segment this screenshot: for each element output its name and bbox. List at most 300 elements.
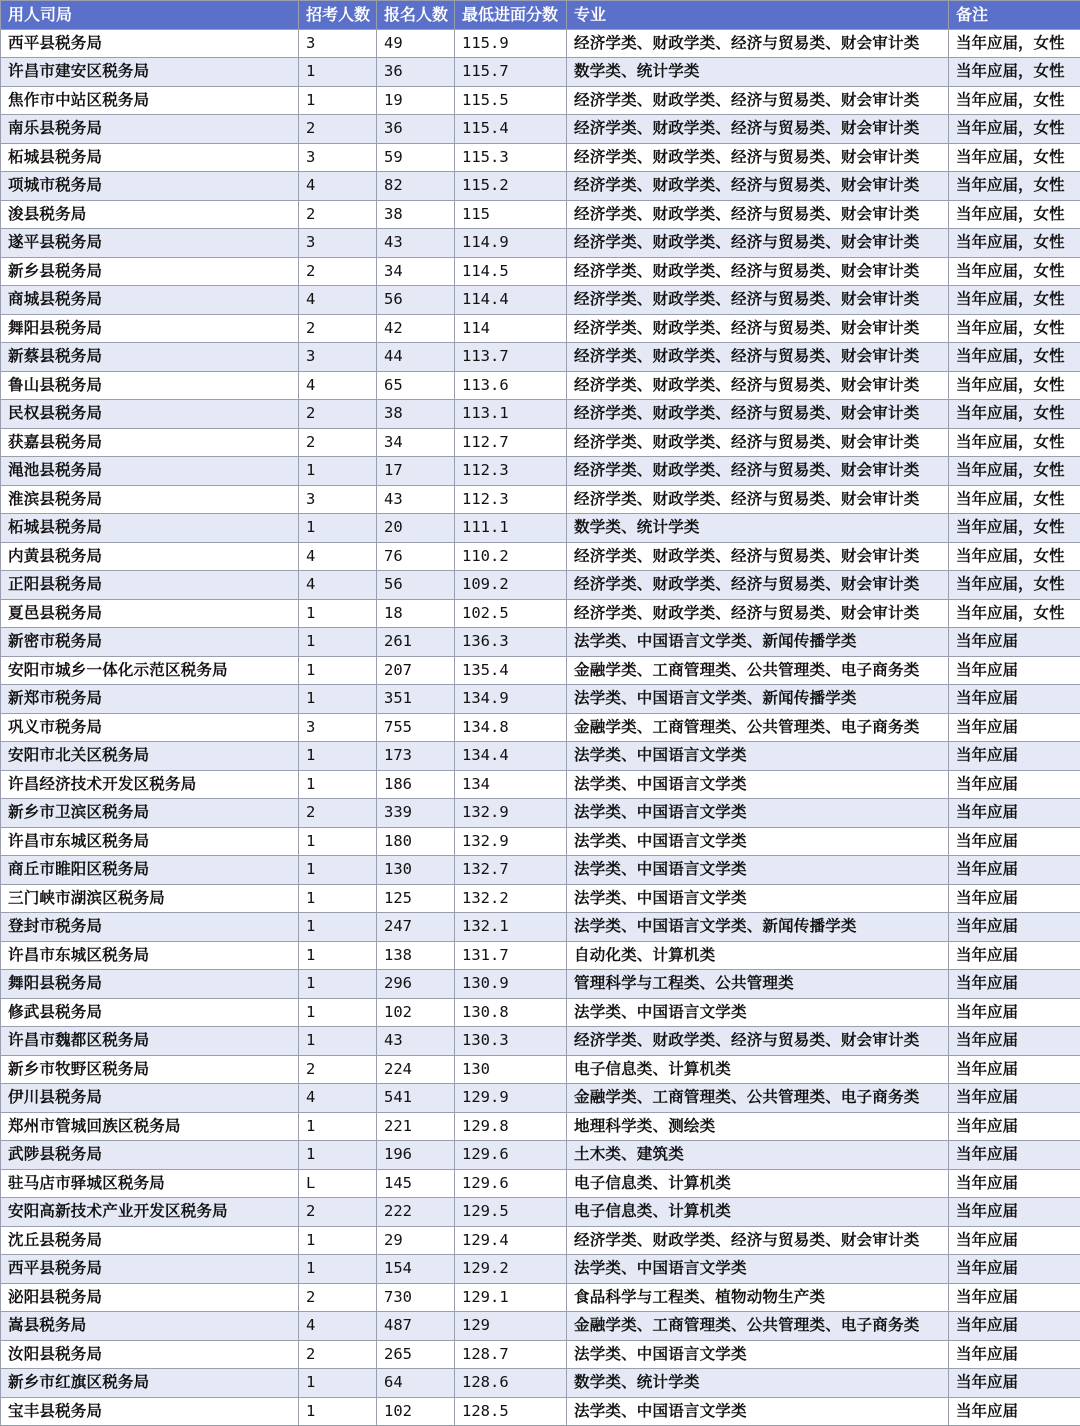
cell-bureau: 商丘市睢阳区税务局 bbox=[1, 856, 299, 885]
table-row bbox=[1, 913, 1080, 942]
cell-min-score: 115.3 bbox=[455, 143, 567, 172]
cell-recruit-count: 4 bbox=[299, 1312, 377, 1341]
cell-major: 法学类、中国语言文学类 bbox=[567, 827, 949, 856]
cell-applicant-count: 102 bbox=[377, 1397, 455, 1426]
cell-recruit-count: 1 bbox=[299, 941, 377, 970]
table-row bbox=[1, 941, 1080, 970]
cell-remark: 当年应届 bbox=[949, 1312, 1080, 1341]
cell-applicant-count: 261 bbox=[377, 628, 455, 657]
cell-recruit-count: 4 bbox=[299, 1084, 377, 1113]
cell-recruit-count: 1 bbox=[299, 1112, 377, 1141]
cell-min-score: 130 bbox=[455, 1055, 567, 1084]
table-row bbox=[1, 742, 1080, 771]
cell-min-score: 134.4 bbox=[455, 742, 567, 771]
cell-bureau: 新密市税务局 bbox=[1, 628, 299, 657]
cell-bureau: 舞阳县税务局 bbox=[1, 314, 299, 343]
table-body bbox=[1, 29, 1080, 1426]
table-row bbox=[1, 514, 1080, 543]
cell-min-score: 134.8 bbox=[455, 713, 567, 742]
table-header bbox=[1, 1, 1080, 30]
cell-min-score: 102.5 bbox=[455, 599, 567, 628]
cell-applicant-count: 186 bbox=[377, 770, 455, 799]
cell-recruit-count: 4 bbox=[299, 371, 377, 400]
cell-min-score: 112.3 bbox=[455, 485, 567, 514]
cell-applicant-count: 18 bbox=[377, 599, 455, 628]
cell-major: 经济学类、财政学类、经济与贸易类、财会审计类 bbox=[567, 1027, 949, 1056]
cell-remark: 当年应届 bbox=[949, 1397, 1080, 1426]
cell-applicant-count: 82 bbox=[377, 172, 455, 201]
cell-major: 法学类、中国语言文学类 bbox=[567, 742, 949, 771]
cell-bureau: 泌阳县税务局 bbox=[1, 1283, 299, 1312]
cell-bureau: 获嘉县税务局 bbox=[1, 428, 299, 457]
cell-bureau: 浚县税务局 bbox=[1, 200, 299, 229]
cell-major: 经济学类、财政学类、经济与贸易类、财会审计类 bbox=[567, 257, 949, 286]
cell-min-score: 115.7 bbox=[455, 58, 567, 87]
cell-applicant-count: 76 bbox=[377, 542, 455, 571]
table-row bbox=[1, 1255, 1080, 1284]
cell-remark: 当年应届 bbox=[949, 1283, 1080, 1312]
table-row bbox=[1, 713, 1080, 742]
cell-recruit-count: 1 bbox=[299, 1255, 377, 1284]
cell-applicant-count: 65 bbox=[377, 371, 455, 400]
table-row bbox=[1, 400, 1080, 429]
cell-remark: 当年应届，女性 bbox=[949, 143, 1080, 172]
cell-bureau: 西平县税务局 bbox=[1, 29, 299, 58]
cell-recruit-count: 1 bbox=[299, 970, 377, 999]
cell-applicant-count: 34 bbox=[377, 257, 455, 286]
cell-applicant-count: 221 bbox=[377, 1112, 455, 1141]
table-row bbox=[1, 998, 1080, 1027]
cell-applicant-count: 138 bbox=[377, 941, 455, 970]
table-row bbox=[1, 29, 1080, 58]
cell-remark: 当年应届，女性 bbox=[949, 542, 1080, 571]
cell-remark: 当年应届，女性 bbox=[949, 229, 1080, 258]
cell-bureau: 新乡县税务局 bbox=[1, 257, 299, 286]
cell-applicant-count: 38 bbox=[377, 200, 455, 229]
cell-min-score: 132.2 bbox=[455, 884, 567, 913]
cell-bureau: 沈丘县税务局 bbox=[1, 1226, 299, 1255]
table-row bbox=[1, 571, 1080, 600]
cell-min-score: 129.8 bbox=[455, 1112, 567, 1141]
cell-min-score: 111.1 bbox=[455, 514, 567, 543]
cell-recruit-count: 2 bbox=[299, 1198, 377, 1227]
cell-major: 电子信息类、计算机类 bbox=[567, 1198, 949, 1227]
cell-major: 经济学类、财政学类、经济与贸易类、财会审计类 bbox=[567, 286, 949, 315]
table-row bbox=[1, 1198, 1080, 1227]
cell-min-score: 115.5 bbox=[455, 86, 567, 115]
cell-applicant-count: 222 bbox=[377, 1198, 455, 1227]
cell-major: 法学类、中国语言文学类 bbox=[567, 1255, 949, 1284]
table-row bbox=[1, 115, 1080, 144]
cell-applicant-count: 102 bbox=[377, 998, 455, 1027]
cell-recruit-count: 1 bbox=[299, 1141, 377, 1170]
cell-remark: 当年应届 bbox=[949, 998, 1080, 1027]
cell-major: 电子信息类、计算机类 bbox=[567, 1169, 949, 1198]
table-row bbox=[1, 542, 1080, 571]
cell-applicant-count: 265 bbox=[377, 1340, 455, 1369]
cell-min-score: 132.1 bbox=[455, 913, 567, 942]
cell-min-score: 128.6 bbox=[455, 1369, 567, 1398]
cell-bureau: 许昌市魏都区税务局 bbox=[1, 1027, 299, 1056]
cell-recruit-count: 4 bbox=[299, 286, 377, 315]
table-row bbox=[1, 172, 1080, 201]
cell-min-score: 130.3 bbox=[455, 1027, 567, 1056]
cell-min-score: 110.2 bbox=[455, 542, 567, 571]
cell-bureau: 夏邑县税务局 bbox=[1, 599, 299, 628]
cell-major: 经济学类、财政学类、经济与贸易类、财会审计类 bbox=[567, 485, 949, 514]
cell-applicant-count: 59 bbox=[377, 143, 455, 172]
cell-major: 经济学类、财政学类、经济与贸易类、财会审计类 bbox=[567, 542, 949, 571]
table-row bbox=[1, 1340, 1080, 1369]
cell-remark: 当年应届，女性 bbox=[949, 457, 1080, 486]
cell-major: 经济学类、财政学类、经济与贸易类、财会审计类 bbox=[567, 143, 949, 172]
cell-min-score: 132.7 bbox=[455, 856, 567, 885]
cell-bureau: 焦作市中站区税务局 bbox=[1, 86, 299, 115]
table-row bbox=[1, 371, 1080, 400]
cell-remark: 当年应届，女性 bbox=[949, 115, 1080, 144]
cell-recruit-count: 1 bbox=[299, 770, 377, 799]
cell-major: 经济学类、财政学类、经济与贸易类、财会审计类 bbox=[567, 1226, 949, 1255]
cell-recruit-count: 4 bbox=[299, 542, 377, 571]
cell-applicant-count: 36 bbox=[377, 58, 455, 87]
cell-major: 经济学类、财政学类、经济与贸易类、财会审计类 bbox=[567, 571, 949, 600]
cell-major: 土木类、建筑类 bbox=[567, 1141, 949, 1170]
cell-remark: 当年应届，女性 bbox=[949, 29, 1080, 58]
cell-min-score: 129.4 bbox=[455, 1226, 567, 1255]
cell-bureau: 驻马店市驿城区税务局 bbox=[1, 1169, 299, 1198]
cell-major: 经济学类、财政学类、经济与贸易类、财会审计类 bbox=[567, 428, 949, 457]
cell-remark: 当年应届 bbox=[949, 1226, 1080, 1255]
cell-major: 经济学类、财政学类、经济与贸易类、财会审计类 bbox=[567, 371, 949, 400]
cell-applicant-count: 19 bbox=[377, 86, 455, 115]
table-row bbox=[1, 143, 1080, 172]
table-row bbox=[1, 200, 1080, 229]
table-row bbox=[1, 1369, 1080, 1398]
cell-recruit-count: 3 bbox=[299, 229, 377, 258]
cell-recruit-count: 4 bbox=[299, 172, 377, 201]
cell-recruit-count: 1 bbox=[299, 685, 377, 714]
cell-remark: 当年应届，女性 bbox=[949, 571, 1080, 600]
cell-bureau: 修武县税务局 bbox=[1, 998, 299, 1027]
header-bureau: 用人司局 bbox=[1, 1, 299, 30]
table-row bbox=[1, 827, 1080, 856]
cell-min-score: 129 bbox=[455, 1312, 567, 1341]
cell-recruit-count: L bbox=[299, 1169, 377, 1198]
cell-min-score: 134.9 bbox=[455, 685, 567, 714]
cell-remark: 当年应届，女性 bbox=[949, 343, 1080, 372]
cell-recruit-count: 3 bbox=[299, 713, 377, 742]
cell-major: 法学类、中国语言文学类 bbox=[567, 1340, 949, 1369]
cell-bureau: 项城市税务局 bbox=[1, 172, 299, 201]
table-row bbox=[1, 229, 1080, 258]
cell-min-score: 129.9 bbox=[455, 1084, 567, 1113]
cell-min-score: 130.8 bbox=[455, 998, 567, 1027]
cell-major: 经济学类、财政学类、经济与贸易类、财会审计类 bbox=[567, 86, 949, 115]
cell-recruit-count: 1 bbox=[299, 827, 377, 856]
cell-bureau: 汝阳县税务局 bbox=[1, 1340, 299, 1369]
cell-recruit-count: 1 bbox=[299, 998, 377, 1027]
cell-min-score: 136.3 bbox=[455, 628, 567, 657]
header-row bbox=[1, 1, 1080, 30]
cell-major: 法学类、中国语言文学类、新闻传播学类 bbox=[567, 685, 949, 714]
cell-bureau: 淮滨县税务局 bbox=[1, 485, 299, 514]
cell-remark: 当年应届，女性 bbox=[949, 371, 1080, 400]
header-remark: 备注 bbox=[949, 1, 1080, 30]
cell-remark: 当年应届 bbox=[949, 799, 1080, 828]
table-row bbox=[1, 1169, 1080, 1198]
cell-remark: 当年应届 bbox=[949, 827, 1080, 856]
cell-major: 经济学类、财政学类、经济与贸易类、财会审计类 bbox=[567, 457, 949, 486]
cell-remark: 当年应届 bbox=[949, 1055, 1080, 1084]
cell-bureau: 宝丰县税务局 bbox=[1, 1397, 299, 1426]
cell-recruit-count: 1 bbox=[299, 1369, 377, 1398]
cell-recruit-count: 1 bbox=[299, 86, 377, 115]
cell-major: 管理科学与工程类、公共管理类 bbox=[567, 970, 949, 999]
cell-bureau: 许昌市东城区税务局 bbox=[1, 827, 299, 856]
cell-bureau: 鲁山县税务局 bbox=[1, 371, 299, 400]
cell-recruit-count: 1 bbox=[299, 1397, 377, 1426]
cell-major: 经济学类、财政学类、经济与贸易类、财会审计类 bbox=[567, 400, 949, 429]
table-row bbox=[1, 1027, 1080, 1056]
cell-remark: 当年应届 bbox=[949, 628, 1080, 657]
cell-major: 经济学类、财政学类、经济与贸易类、财会审计类 bbox=[567, 172, 949, 201]
cell-min-score: 129.5 bbox=[455, 1198, 567, 1227]
table-row bbox=[1, 1312, 1080, 1341]
cell-bureau: 南乐县税务局 bbox=[1, 115, 299, 144]
cell-remark: 当年应届 bbox=[949, 1141, 1080, 1170]
table-row bbox=[1, 428, 1080, 457]
cell-bureau: 新乡市牧野区税务局 bbox=[1, 1055, 299, 1084]
cell-applicant-count: 339 bbox=[377, 799, 455, 828]
table-row bbox=[1, 1141, 1080, 1170]
cell-applicant-count: 487 bbox=[377, 1312, 455, 1341]
cell-min-score: 115.2 bbox=[455, 172, 567, 201]
table-row bbox=[1, 1397, 1080, 1426]
cell-applicant-count: 49 bbox=[377, 29, 455, 58]
cell-major: 金融学类、工商管理类、公共管理类、电子商务类 bbox=[567, 1312, 949, 1341]
cell-min-score: 115 bbox=[455, 200, 567, 229]
cell-bureau: 新蔡县税务局 bbox=[1, 343, 299, 372]
cell-major: 经济学类、财政学类、经济与贸易类、财会审计类 bbox=[567, 29, 949, 58]
table-row bbox=[1, 314, 1080, 343]
cell-bureau: 巩义市税务局 bbox=[1, 713, 299, 742]
table-row bbox=[1, 628, 1080, 657]
cell-bureau: 柘城县税务局 bbox=[1, 143, 299, 172]
cell-remark: 当年应届 bbox=[949, 913, 1080, 942]
table-row bbox=[1, 884, 1080, 913]
cell-min-score: 130.9 bbox=[455, 970, 567, 999]
cell-recruit-count: 3 bbox=[299, 343, 377, 372]
cell-major: 法学类、中国语言文学类 bbox=[567, 799, 949, 828]
cell-bureau: 郑州市管城回族区税务局 bbox=[1, 1112, 299, 1141]
cell-bureau: 武陟县税务局 bbox=[1, 1141, 299, 1170]
cell-min-score: 129.2 bbox=[455, 1255, 567, 1284]
cell-major: 自动化类、计算机类 bbox=[567, 941, 949, 970]
cell-remark: 当年应届 bbox=[949, 856, 1080, 885]
cell-min-score: 128.7 bbox=[455, 1340, 567, 1369]
cell-min-score: 115.9 bbox=[455, 29, 567, 58]
cell-min-score: 109.2 bbox=[455, 571, 567, 600]
cell-bureau: 民权县税务局 bbox=[1, 400, 299, 429]
cell-remark: 当年应届，女性 bbox=[949, 428, 1080, 457]
cell-applicant-count: 247 bbox=[377, 913, 455, 942]
cell-recruit-count: 2 bbox=[299, 314, 377, 343]
cell-bureau: 遂平县税务局 bbox=[1, 229, 299, 258]
cell-applicant-count: 43 bbox=[377, 1027, 455, 1056]
cell-remark: 当年应届，女性 bbox=[949, 286, 1080, 315]
cell-recruit-count: 1 bbox=[299, 1226, 377, 1255]
cell-recruit-count: 1 bbox=[299, 514, 377, 543]
table-row bbox=[1, 770, 1080, 799]
cell-applicant-count: 125 bbox=[377, 884, 455, 913]
cell-recruit-count: 4 bbox=[299, 571, 377, 600]
cell-min-score: 115.4 bbox=[455, 115, 567, 144]
cell-major: 食品科学与工程类、植物动物生产类 bbox=[567, 1283, 949, 1312]
cell-min-score: 114 bbox=[455, 314, 567, 343]
cell-major: 经济学类、财政学类、经济与贸易类、财会审计类 bbox=[567, 115, 949, 144]
cell-bureau: 许昌经济技术开发区税务局 bbox=[1, 770, 299, 799]
header-recruit-count: 招考人数 bbox=[299, 1, 377, 30]
table-row bbox=[1, 1226, 1080, 1255]
cell-recruit-count: 1 bbox=[299, 457, 377, 486]
cell-bureau: 内黄县税务局 bbox=[1, 542, 299, 571]
cell-remark: 当年应届 bbox=[949, 884, 1080, 913]
cell-remark: 当年应届，女性 bbox=[949, 58, 1080, 87]
cell-min-score: 112.7 bbox=[455, 428, 567, 457]
cell-applicant-count: 42 bbox=[377, 314, 455, 343]
cell-major: 数学类、统计学类 bbox=[567, 58, 949, 87]
cell-min-score: 114.5 bbox=[455, 257, 567, 286]
cell-bureau: 嵩县税务局 bbox=[1, 1312, 299, 1341]
cell-major: 法学类、中国语言文学类 bbox=[567, 856, 949, 885]
cell-major: 经济学类、财政学类、经济与贸易类、财会审计类 bbox=[567, 229, 949, 258]
cell-major: 地理科学类、测绘类 bbox=[567, 1112, 949, 1141]
cell-recruit-count: 2 bbox=[299, 400, 377, 429]
cell-remark: 当年应届 bbox=[949, 713, 1080, 742]
table-row bbox=[1, 1283, 1080, 1312]
cell-applicant-count: 296 bbox=[377, 970, 455, 999]
cell-min-score: 129.6 bbox=[455, 1141, 567, 1170]
cell-recruit-count: 2 bbox=[299, 1340, 377, 1369]
cell-bureau: 伊川县税务局 bbox=[1, 1084, 299, 1113]
cell-recruit-count: 1 bbox=[299, 656, 377, 685]
cell-recruit-count: 2 bbox=[299, 428, 377, 457]
table-row bbox=[1, 343, 1080, 372]
cell-bureau: 三门峡市湖滨区税务局 bbox=[1, 884, 299, 913]
cell-applicant-count: 154 bbox=[377, 1255, 455, 1284]
cell-major: 经济学类、财政学类、经济与贸易类、财会审计类 bbox=[567, 314, 949, 343]
table-row bbox=[1, 286, 1080, 315]
cell-recruit-count: 1 bbox=[299, 58, 377, 87]
cell-recruit-count: 2 bbox=[299, 1055, 377, 1084]
cell-recruit-count: 1 bbox=[299, 856, 377, 885]
cell-applicant-count: 34 bbox=[377, 428, 455, 457]
cell-applicant-count: 43 bbox=[377, 229, 455, 258]
cell-recruit-count: 1 bbox=[299, 884, 377, 913]
cell-recruit-count: 3 bbox=[299, 143, 377, 172]
cell-major: 电子信息类、计算机类 bbox=[567, 1055, 949, 1084]
table-row bbox=[1, 656, 1080, 685]
cell-remark: 当年应届 bbox=[949, 1255, 1080, 1284]
cell-remark: 当年应届 bbox=[949, 742, 1080, 771]
cell-applicant-count: 541 bbox=[377, 1084, 455, 1113]
cell-remark: 当年应届，女性 bbox=[949, 599, 1080, 628]
cell-bureau: 许昌市东城区税务局 bbox=[1, 941, 299, 970]
cell-major: 法学类、中国语言文学类 bbox=[567, 770, 949, 799]
cell-applicant-count: 29 bbox=[377, 1226, 455, 1255]
table-row bbox=[1, 485, 1080, 514]
cell-recruit-count: 1 bbox=[299, 1027, 377, 1056]
cell-major: 经济学类、财政学类、经济与贸易类、财会审计类 bbox=[567, 200, 949, 229]
cell-applicant-count: 196 bbox=[377, 1141, 455, 1170]
cell-major: 法学类、中国语言文学类 bbox=[567, 884, 949, 913]
cell-bureau: 安阳市城乡一体化示范区税务局 bbox=[1, 656, 299, 685]
cell-min-score: 113.6 bbox=[455, 371, 567, 400]
cell-recruit-count: 2 bbox=[299, 1283, 377, 1312]
cell-major: 法学类、中国语言文学类、新闻传播学类 bbox=[567, 628, 949, 657]
cell-major: 金融学类、工商管理类、公共管理类、电子商务类 bbox=[567, 1084, 949, 1113]
cell-bureau: 渑池县税务局 bbox=[1, 457, 299, 486]
cell-recruit-count: 1 bbox=[299, 599, 377, 628]
cell-recruit-count: 2 bbox=[299, 799, 377, 828]
header-major: 专业 bbox=[567, 1, 949, 30]
cell-recruit-count: 2 bbox=[299, 115, 377, 144]
cell-min-score: 131.7 bbox=[455, 941, 567, 970]
cell-recruit-count: 3 bbox=[299, 29, 377, 58]
cell-min-score: 113.7 bbox=[455, 343, 567, 372]
cell-applicant-count: 56 bbox=[377, 286, 455, 315]
cell-applicant-count: 44 bbox=[377, 343, 455, 372]
cell-applicant-count: 17 bbox=[377, 457, 455, 486]
cell-remark: 当年应届 bbox=[949, 1027, 1080, 1056]
cell-major: 数学类、统计学类 bbox=[567, 514, 949, 543]
cell-applicant-count: 36 bbox=[377, 115, 455, 144]
table-row bbox=[1, 1112, 1080, 1141]
cell-applicant-count: 130 bbox=[377, 856, 455, 885]
cell-remark: 当年应届，女性 bbox=[949, 200, 1080, 229]
cell-bureau: 安阳市北关区税务局 bbox=[1, 742, 299, 771]
cell-major: 法学类、中国语言文学类、新闻传播学类 bbox=[567, 913, 949, 942]
table-row bbox=[1, 257, 1080, 286]
cell-bureau: 许昌市建安区税务局 bbox=[1, 58, 299, 87]
cell-bureau: 新乡市红旗区税务局 bbox=[1, 1369, 299, 1398]
cell-remark: 当年应届 bbox=[949, 770, 1080, 799]
cell-applicant-count: 145 bbox=[377, 1169, 455, 1198]
cell-min-score: 135.4 bbox=[455, 656, 567, 685]
cell-applicant-count: 180 bbox=[377, 827, 455, 856]
cell-bureau: 正阳县税务局 bbox=[1, 571, 299, 600]
cell-min-score: 128.5 bbox=[455, 1397, 567, 1426]
table-row bbox=[1, 685, 1080, 714]
cell-bureau: 登封市税务局 bbox=[1, 913, 299, 942]
cell-applicant-count: 730 bbox=[377, 1283, 455, 1312]
cell-min-score: 129.1 bbox=[455, 1283, 567, 1312]
cell-remark: 当年应届 bbox=[949, 1169, 1080, 1198]
cell-major: 经济学类、财政学类、经济与贸易类、财会审计类 bbox=[567, 343, 949, 372]
cell-min-score: 132.9 bbox=[455, 799, 567, 828]
cell-recruit-count: 1 bbox=[299, 628, 377, 657]
header-applicant-count: 报名人数 bbox=[377, 1, 455, 30]
cell-applicant-count: 20 bbox=[377, 514, 455, 543]
table-row bbox=[1, 856, 1080, 885]
cell-min-score: 112.3 bbox=[455, 457, 567, 486]
cell-applicant-count: 207 bbox=[377, 656, 455, 685]
cell-remark: 当年应届 bbox=[949, 1198, 1080, 1227]
cell-remark: 当年应届，女性 bbox=[949, 172, 1080, 201]
cell-remark: 当年应届 bbox=[949, 1369, 1080, 1398]
cell-major: 法学类、中国语言文学类 bbox=[567, 998, 949, 1027]
cell-bureau: 新乡市卫滨区税务局 bbox=[1, 799, 299, 828]
